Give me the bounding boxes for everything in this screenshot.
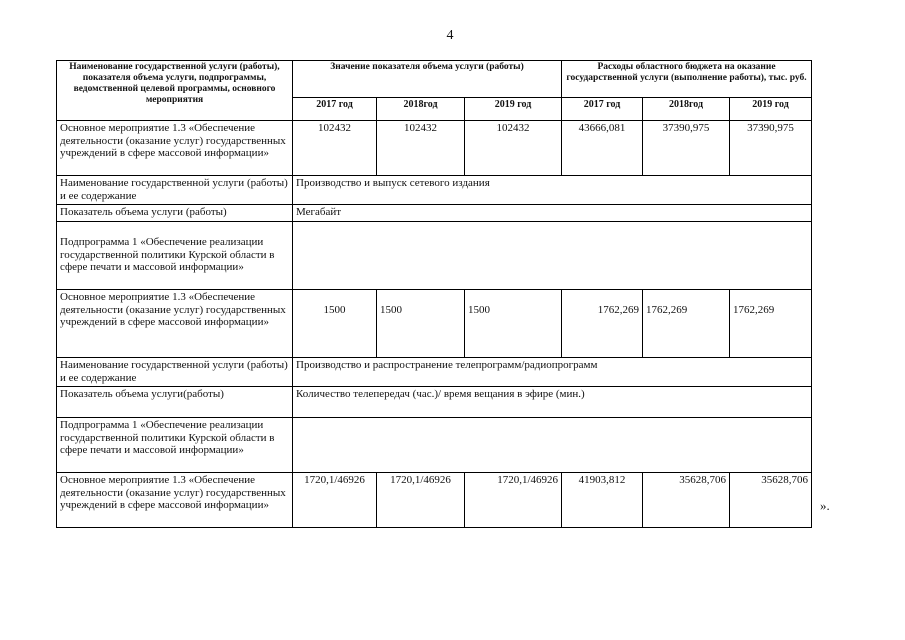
closing-quote-mark: ».: [820, 498, 830, 513]
row-span-text: Производство и выпуск сетевого издания: [293, 176, 812, 205]
row-value: 35628,706: [730, 473, 812, 528]
row-span-text: Количество телепередач (час.)/ время вещания в эфире (мин.): [293, 387, 812, 418]
row-span-text: [293, 418, 812, 473]
row-label: Подпрограмма 1 «Обеспечение реализации государственной политики Курской области в сфере печати и массовой информации»: [57, 418, 293, 473]
row-label: Основное мероприятие 1.3 «Обеспечение деятельности (оказание услуг) государственных учреждений в сфере массовой информации»: [57, 473, 293, 528]
row-label: Основное мероприятие 1.3 «Обеспечение деятельности (оказание услуг) государственных учреждений в сфере массовой информации»: [57, 121, 293, 176]
table-row: [57, 222, 812, 290]
table-row: [57, 205, 812, 222]
header-volume-year: 2018год: [377, 98, 465, 121]
expenses-table: [56, 60, 812, 528]
row-value: 1762,269: [643, 290, 730, 358]
table-row: [57, 290, 812, 358]
table-row: [57, 387, 812, 418]
table-row: [57, 473, 812, 528]
row-label: Подпрограмма 1 «Обеспечение реализации государственной политики Курской области в сфере печати и массовой информации»: [57, 222, 293, 290]
row-value: 1500: [465, 290, 562, 358]
row-value: 1762,269: [562, 290, 643, 358]
row-value: 37390,975: [643, 121, 730, 176]
row-span-text: Мегабайт: [293, 205, 812, 222]
header-expense-year: 2019 год: [730, 98, 812, 121]
row-value: 35628,706: [643, 473, 730, 528]
header-volume-group: Значение показателя объема услуги (работы): [293, 61, 562, 98]
header-expense-group: Расходы областного бюджета на оказание государственной услуги (выполнение работы), тыс. руб.: [562, 61, 812, 98]
header-expense-year: 2018год: [643, 98, 730, 121]
row-label: Наименование государственной услуги (работы) и ее содержание: [57, 176, 293, 205]
header-name-column: Наименование государственной услуги (работы), показателя объема услуги, подпрограммы, ведомственной целевой программы, основного мероприятия: [57, 61, 293, 121]
row-label: Показатель объема услуги (работы): [57, 205, 293, 222]
header-row-groups: [57, 61, 812, 98]
table-row: [57, 121, 812, 176]
row-value: 102432: [465, 121, 562, 176]
row-value: 1500: [293, 290, 377, 358]
row-value: 43666,081: [562, 121, 643, 176]
table-row: [57, 418, 812, 473]
page-number: 4: [446, 28, 454, 43]
row-value: 1720,1/46926: [293, 473, 377, 528]
header-volume-year: 2017 год: [293, 98, 377, 121]
row-label: Показатель объема услуги(работы): [57, 387, 293, 418]
row-value: 41903,812: [562, 473, 643, 528]
table-row: [57, 176, 812, 205]
row-label: Основное мероприятие 1.3 «Обеспечение деятельности (оказание услуг) государственных учреждений в сфере массовой информации»: [57, 290, 293, 358]
row-value: 1720,1/46926: [377, 473, 465, 528]
row-label: Наименование государственной услуги (работы) и ее содержание: [57, 358, 293, 387]
row-value: 102432: [377, 121, 465, 176]
row-value: 1720,1/46926: [465, 473, 562, 528]
row-value: 37390,975: [730, 121, 812, 176]
row-value: 102432: [293, 121, 377, 176]
row-value: 1500: [377, 290, 465, 358]
header-volume-year: 2019 год: [465, 98, 562, 121]
row-span-text: [293, 222, 812, 290]
header-expense-year: 2017 год: [562, 98, 643, 121]
row-span-text: Производство и распространение телепрограмм/радиопрограмм: [293, 358, 812, 387]
table-row: [57, 358, 812, 387]
row-value: 1762,269: [730, 290, 812, 358]
